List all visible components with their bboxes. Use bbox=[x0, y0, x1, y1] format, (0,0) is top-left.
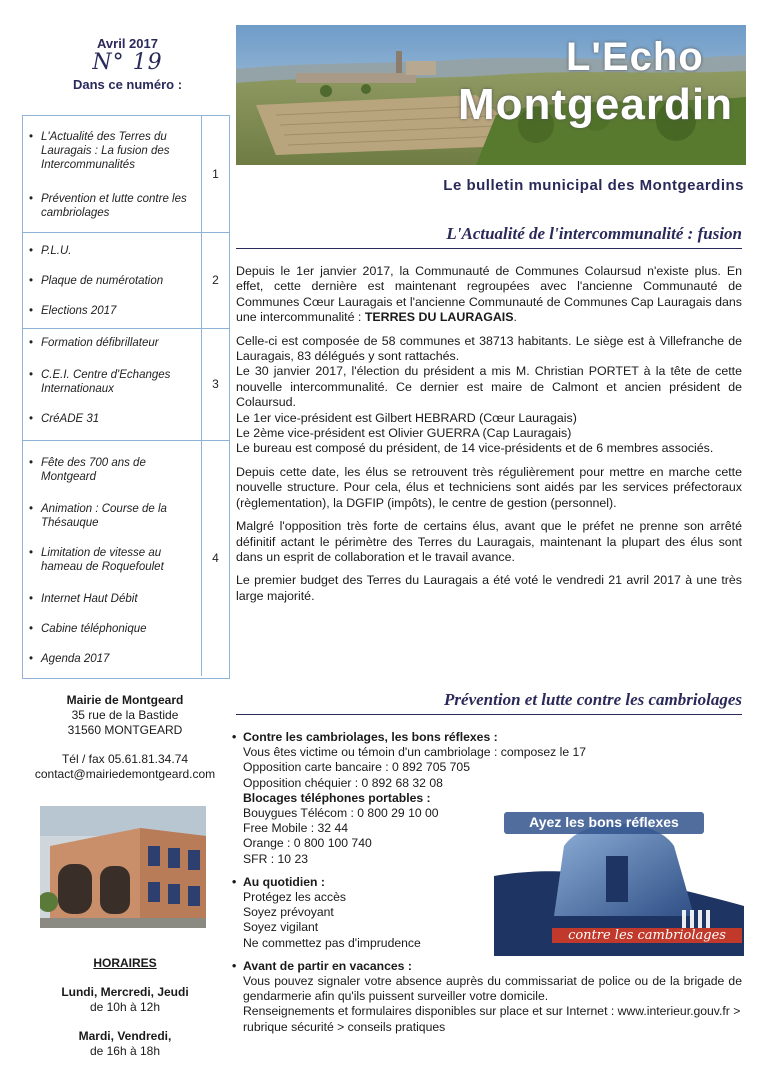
image-caption-top: Ayez les bons réflexes bbox=[529, 814, 679, 830]
toc-item[interactable]: • Fête des 700 ans de Montgeard bbox=[29, 457, 146, 483]
toc-page-number: 1 bbox=[201, 116, 229, 232]
bullet-line: Protégez les accès bbox=[243, 890, 346, 905]
toc-item[interactable]: • P.L.U. bbox=[29, 245, 72, 257]
bullet-line: Vous êtes victime ou témoin d'un cambriolage : composez le 17 bbox=[243, 745, 587, 760]
masthead-title-line1: L'Echo bbox=[566, 35, 704, 79]
image-caption-bottom: contre les cambriolages bbox=[552, 928, 742, 943]
issue-number: N° 19 bbox=[92, 50, 163, 75]
bullet-heading: • Contre les cambriolages, les bons réflexes : bbox=[232, 730, 498, 744]
article1-paragraph-2: Celle-ci est composée de 58 communes et 38713 habitants. Le siège est à Villefranche de Lauragais, 83 délégués y sont rattachés. Le 30 janvier 2017, l'élection du président a mis M. Christian PORTET à la tête de cette nouvelle intercommunalité. Ce dernier est maire de Calmont et ancien président de Colaursud. Le 1er vice-président est Gilbert HEBRARD (Cœur Lauragais) Le 2ème vice-président est Olivier GUERRA (Cap Lauragais) Le bureau est composé du président, de 14 vice-présidents et de 6 membres associés. bbox=[236, 333, 742, 456]
mairie-name: Mairie de Montgeard bbox=[66, 693, 184, 707]
toc-page-number: 4 bbox=[201, 440, 229, 676]
article1-title: L'Actualité de l'intercommunalité : fusion bbox=[446, 224, 742, 243]
toc-page-number: 2 bbox=[201, 232, 229, 328]
toc-item[interactable]: • CréADE 31 bbox=[29, 413, 100, 425]
article1-paragraph-4: Malgré l'opposition très forte de certains élus, avant que le préfet ne prenne son arrêté définitif actant le périmètre des Terres du Lauragais, maintenant la plupart des élus sont dans un esprit de collaboration et le travail avance. bbox=[236, 519, 742, 564]
article1-highlight: TERRES DU LAURAGAIS bbox=[364, 310, 514, 325]
bullet-line: Orange : 0 800 100 740 bbox=[243, 836, 372, 851]
toc-item[interactable]: • Elections 2017 bbox=[29, 305, 117, 317]
article2-title: Prévention et lutte contre les cambriolages bbox=[444, 690, 742, 709]
bullet-line: Opposition chéquier : 0 892 68 32 08 bbox=[243, 775, 443, 790]
bullet-line: SFR : 10 23 bbox=[243, 851, 309, 866]
table-of-contents bbox=[22, 115, 230, 679]
bullet-heading: • Au quotidien : bbox=[232, 874, 325, 889]
toc-item[interactable]: • Formation défibrillateur bbox=[29, 337, 159, 349]
toc-group-page-4 bbox=[23, 440, 229, 676]
article1-paragraph-5: Le premier budget des Terres du Lauragais a été voté le vendredi 21 avril 2017 à une très large majorité. bbox=[236, 573, 742, 603]
mairie-contact bbox=[22, 752, 228, 782]
hours-days-1: Lundi, Mercredi, Jeudi bbox=[61, 985, 189, 999]
toc-item[interactable]: • Animation : Course de la Thésauque bbox=[29, 503, 167, 529]
article1-divider bbox=[236, 248, 742, 249]
masthead-subtitle: Le bulletin municipal des Montgeardins bbox=[443, 177, 744, 194]
masthead-title-line2: Montgeardin bbox=[458, 80, 733, 129]
toc-group-page-3 bbox=[23, 328, 229, 441]
burglary-prevention-image bbox=[494, 806, 744, 956]
bullet-line: Soyez vigilant bbox=[243, 920, 319, 935]
hours-days-2: Mardi, Vendredi, bbox=[78, 1029, 172, 1043]
bullet-line: Soyez prévoyant bbox=[243, 905, 334, 920]
in-this-issue-label: Dans ce numéro : bbox=[72, 77, 183, 92]
toc-item[interactable]: • Agenda 2017 bbox=[29, 653, 110, 665]
article1-paragraph-1: Depuis le 1er janvier 2017, la Communauté de Communes Colaursud n'existe plus. En effet, cette dernière est maintenant regroupées avec l'ancienne Communauté de Communes Cœur Lauragais et l'ancienne Communauté de Communes Cap Lauragais dans une intercommunalité : TERRES DU LAURAGAIS. bbox=[236, 264, 742, 325]
issue-date: Avril 2017 bbox=[97, 36, 158, 51]
hours-time-1: de 10h à 12h bbox=[89, 1000, 161, 1014]
bullet-line: Ne commettez pas d'imprudence bbox=[243, 935, 421, 950]
bullet-line: Renseignements et formulaires disponibles sur place et sur Internet : www.interieur.gouv.fr > rubrique sécurité > conseils pratiques bbox=[243, 1004, 741, 1034]
bullet-heading: • Avant de partir en vacances : bbox=[232, 958, 412, 973]
toc-item[interactable]: • Prévention et lutte contre les cambriolages bbox=[29, 193, 187, 219]
bullet-line: Vous pouvez signaler votre absence auprès du commissariat de police ou de la brigade de gendarmerie afin qu'ils puissent surveiller votre domicile. bbox=[243, 974, 742, 1004]
mairie-email[interactable]: contact@mairiedemontgeard.com bbox=[34, 767, 216, 781]
toc-item[interactable]: • Limitation de vitesse au hameau de Roquefoulet bbox=[29, 547, 164, 573]
mairie-street: 35 rue de la Bastide bbox=[71, 708, 179, 722]
mairie-address bbox=[22, 693, 228, 738]
mairie-building-photo bbox=[40, 806, 206, 928]
toc-item[interactable]: • C.E.I. Centre d'Echanges Internationaux bbox=[29, 369, 171, 395]
toc-item[interactable]: • L'Actualité des Terres du Lauragais : La fusion des Intercommunalités bbox=[29, 131, 170, 171]
masthead-banner bbox=[236, 25, 746, 165]
toc-group-page-2 bbox=[23, 232, 229, 329]
toc-group-page-1 bbox=[23, 116, 229, 233]
article1-body bbox=[236, 264, 742, 604]
article2-divider bbox=[236, 714, 742, 715]
toc-page-number: 3 bbox=[201, 328, 229, 440]
opening-hours bbox=[22, 956, 228, 1059]
toc-item[interactable]: • Plaque de numérotation bbox=[29, 275, 164, 287]
hours-title: HORAIRES bbox=[93, 956, 157, 970]
hours-time-2: de 16h à 18h bbox=[89, 1044, 161, 1058]
bullet-line: Opposition carte bancaire : 0 892 705 705 bbox=[243, 760, 470, 775]
toc-item[interactable]: • Cabine téléphonique bbox=[29, 623, 147, 635]
mairie-phone: Tél / fax 05.61.81.34.74 bbox=[61, 752, 189, 766]
bullet-line: Bouygues Télécom : 0 800 29 10 00 bbox=[243, 806, 439, 821]
bullet-subheading: Blocages téléphones portables : bbox=[243, 790, 431, 805]
toc-item[interactable]: • Internet Haut Débit bbox=[29, 593, 138, 605]
issue-header bbox=[40, 36, 215, 92]
mairie-city: 31560 MONTGEARD bbox=[67, 723, 183, 737]
article1-paragraph-3: Depuis cette date, les élus se retrouvent très régulièrement pour mettre en marche cette nouvelle structure. Pour cela, élus et techniciens sont aidés par les services préfectoraux (règlementation), la DGFIP (impôts), le centre de gestion (personnel). bbox=[236, 464, 742, 510]
bullet-line: Free Mobile : 32 44 bbox=[243, 821, 349, 836]
